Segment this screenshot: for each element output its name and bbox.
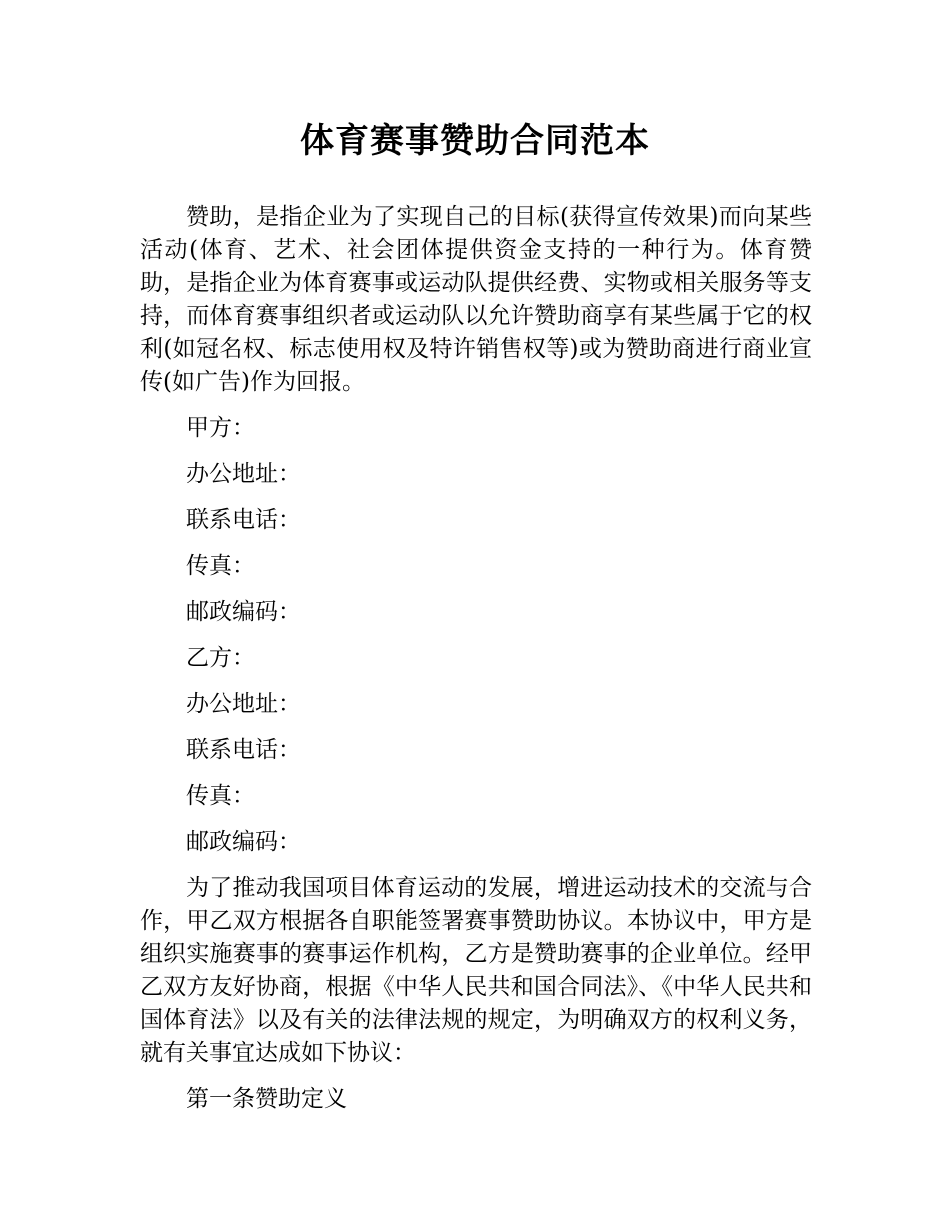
party-a-label: 甲方：: [186, 415, 255, 441]
party-b-label: 乙方：: [186, 645, 255, 671]
article-1-heading: 第一条赞助定义: [186, 1086, 347, 1112]
party-a-fax-field: 传真：: [186, 553, 255, 579]
party-a-section: [140, 412, 812, 629]
party-b-fax-field: 传真：: [186, 783, 255, 809]
party-b-postcode-field: 邮政编码：: [186, 829, 301, 855]
party-a-address-field: 办公地址：: [186, 461, 301, 487]
party-b-section: [140, 642, 812, 859]
intro-paragraph: 赞助，是指企业为了实现自己的目标(获得宣传效果)而向某些活动(体育、艺术、社会团体提供资金支持的一种行为。体育赞助，是指企业为体育赛事或运动队提供经费、实物或相关服务等支持，而体育赛事组织者或运动队以允许赞助商享有某些属于它的权利(如冠名权、标志使用权及特许销售权等)或为赞助商进行商业宣传(如广告)作为回报。: [140, 204, 812, 395]
agreement-paragraph: 为了推动我国项目体育运动的发展，增进运动技术的交流与合作，甲乙双方根据各自职能签署赛事赞助协议。本协议中，甲方是组织实施赛事的赛事运作机构，乙方是赞助赛事的企业单位。经甲乙双方友好协商，根据《中华人民共和国合同法》、《中华人民共和国体育法》以及有关的法律法规的规定，为明确双方的权利义务，就有关事宜达成如下协议：: [140, 875, 812, 1066]
party-a-phone-field: 联系电话：: [186, 507, 301, 533]
party-b-phone-field: 联系电话：: [186, 737, 301, 763]
party-a-postcode-field: 邮政编码：: [186, 599, 301, 625]
party-b-address-field: 办公地址：: [186, 691, 301, 717]
document-body: [140, 201, 812, 1129]
document-title: 体育赛事赞助合同范本: [300, 121, 650, 161]
